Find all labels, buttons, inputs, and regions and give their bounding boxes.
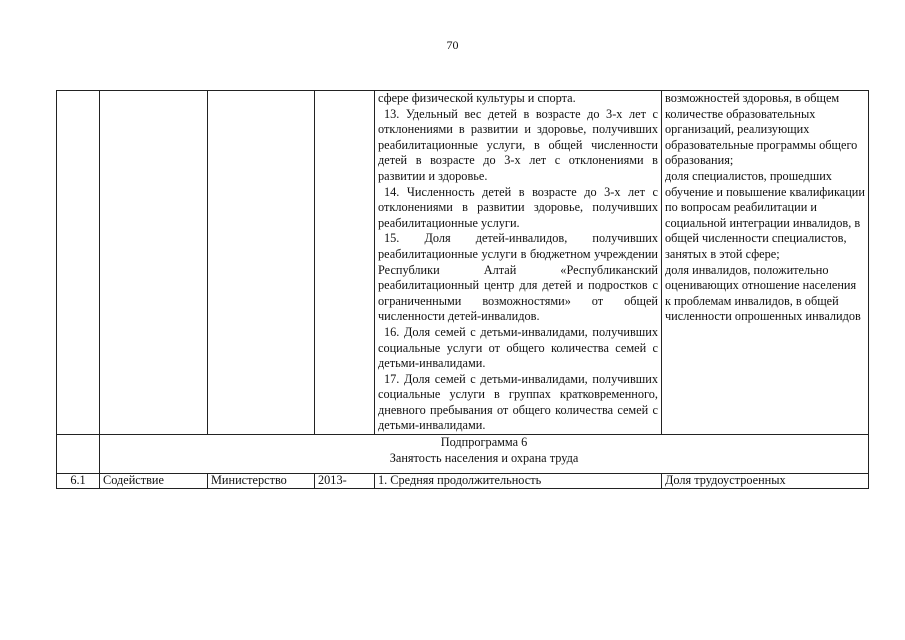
table-row-6-1 — [57, 474, 869, 489]
cell-row-executor: Министерство — [208, 474, 315, 489]
cell-row-result: Доля трудоустроенных — [662, 474, 869, 489]
cell-results — [662, 91, 869, 435]
indicator-item: 16. Доля семей с детьми-инвалидами, получивших социальные услуги от общего количества семей с детьми-инвалидами. — [378, 324, 658, 371]
indicator-item: 13. Удельный вес детей в возрасте до 3-х лет с отклонениями в развитии и здоровье, получивших реабилитационные услуги, в общей численности детей в возрасте до 3-х лет с отклонениями в развитии и здоровье. — [378, 106, 658, 183]
cell-period — [315, 91, 375, 435]
indicator-item: 17. Доля семей с детьми-инвалидами, получивших социальные услуги в группах кратковременного, дневного пребывания от общего количества семей с детьми-инвалидами. — [378, 371, 658, 433]
indicator-item: 14. Численность детей в возрасте до 3-х лет с отклонениями в развитии здоровье, получивших реабилитационные услуги. — [378, 184, 658, 230]
subprogram-row — [57, 435, 869, 474]
cell-row-measure: Содействие — [100, 474, 208, 489]
cell-empty — [57, 435, 100, 474]
subprogram-heading — [100, 435, 869, 474]
table-row-continuation — [57, 91, 869, 435]
cell-measure — [100, 91, 208, 435]
cell-row-indicator: 1. Средняя продолжительность — [375, 474, 662, 489]
program-table — [56, 90, 869, 489]
indicator-item: сфере физической культуры и спорта. — [378, 91, 576, 105]
page-number: 70 — [446, 38, 459, 52]
cell-indicators — [375, 91, 662, 435]
subprogram-name: Занятость населения и охрана труда — [389, 450, 579, 465]
result-item: доля специалистов, прошедших обучение и повышение квалификации по вопросам реабилитации и социальной интеграции инвалидов, в общей численности специалистов, занятых в этой сфере; — [665, 168, 865, 261]
result-item: возможностей здоровья, в общем количестве образовательных организаций, реализующих образовательные программы общего образования; — [665, 91, 858, 168]
subprogram-title: Подпрограмма 6 — [440, 435, 528, 450]
cell-row-period: 2013- — [315, 474, 375, 489]
result-item: доля инвалидов, положительно оценивающих отношение населения к проблемам инвалидов, в общей численности опрошенных инвалидов — [665, 262, 861, 324]
cell-number — [57, 91, 100, 435]
indicator-item: 15. Доля детей-инвалидов, получивших реабилитационные услуги в бюджетном учреждении Республики Алтай «Республиканский реабилитационный центр для детей и подростков с ограниченными возможностями» от общей численности детей-инвалидов. — [378, 231, 658, 324]
cell-executor — [208, 91, 315, 435]
cell-row-number: 6.1 — [57, 474, 100, 489]
